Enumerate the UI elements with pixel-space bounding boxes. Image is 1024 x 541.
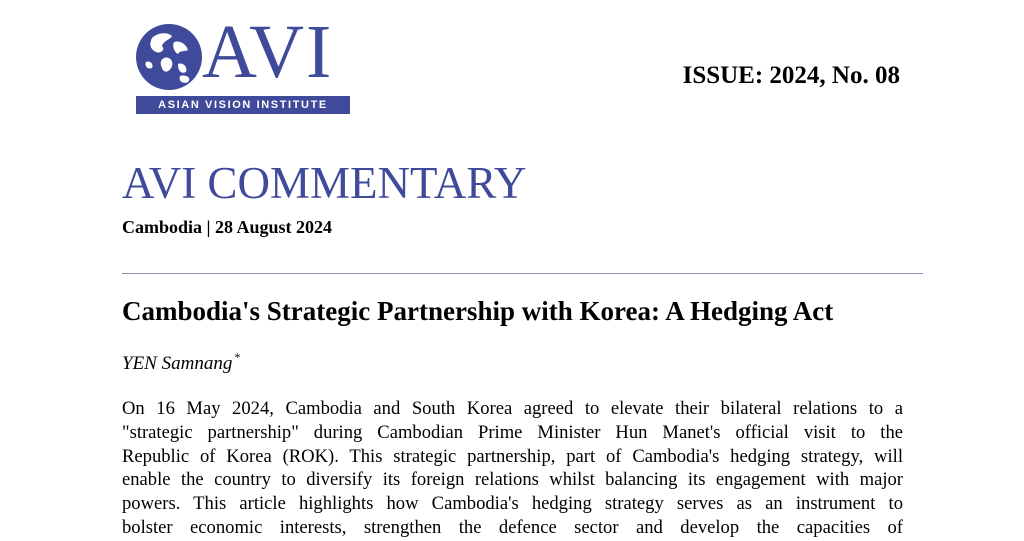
divider (122, 273, 923, 274)
author-footnote-mark: * (234, 350, 241, 364)
body-line: bolster economic interests, strengthen the defence sector and develop the capacities of (122, 516, 903, 538)
article-title: Cambodia's Strategic Partnership with Korea: A Hedging Act (122, 296, 834, 326)
logo-org-name: ASIAN VISION INSTITUTE (136, 96, 350, 114)
avi-logo (134, 10, 350, 116)
body-line: enable the country to diversify its foreign relations whilst balancing its engagement with major (122, 469, 903, 491)
author-name: YEN Samnang (122, 353, 233, 374)
author-byline (122, 350, 240, 375)
series-title: AVI COMMENTARY (122, 158, 527, 208)
body-line: "strategic partnership" during Cambodian Prime Minister Hun Manet's official visit to the (122, 421, 903, 443)
globe-icon (134, 22, 204, 92)
body-line: On 16 May 2024, Cambodia and South Korea agreed to elevate their bilateral relations to a (122, 398, 903, 419)
body-line: powers. This article highlights how Cambodia's hedging strategy serves as an instrument to (122, 493, 903, 515)
issue-number: ISSUE: 2024, No. 08 (682, 62, 900, 89)
article-body (122, 397, 903, 540)
logo-wordmark: AVI (202, 10, 334, 94)
body-line: Republic of Korea (ROK). This strategic partnership, part of Cambodia's hedging strategy, will (122, 445, 903, 467)
dateline: Cambodia | 28 August 2024 (122, 217, 333, 237)
